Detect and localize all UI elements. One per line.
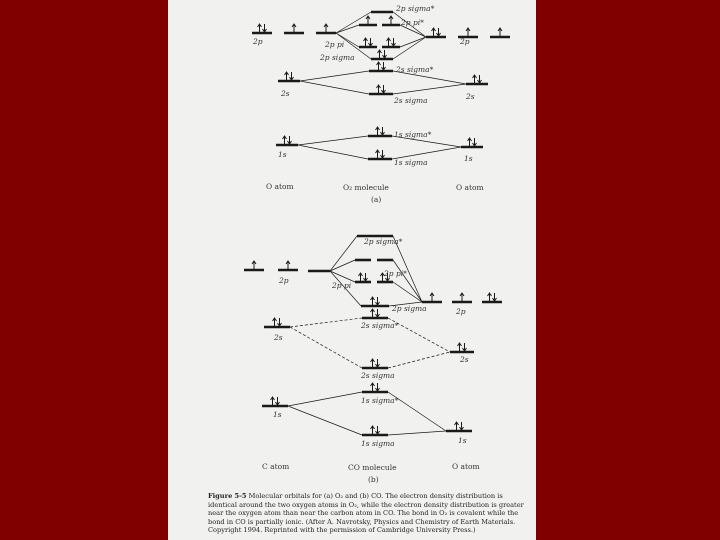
a-2p-pi-level-electron-up [364,38,368,46]
b-1s-sigma-level-electron-up [371,426,375,434]
b-left-2p-label: 2p [279,276,289,285]
a-1s-sigma-star-level-electron-down [381,127,385,135]
b-left-2s-orbital-electron-up [273,318,277,326]
a-right-2s-label: 2s [466,92,475,101]
b-2s-sigma-star-level-electron-up [371,309,375,317]
figure-number: Figure 5-5 [208,492,247,500]
b-right-2s-orbital-electron-up [458,343,462,351]
b-2p-pi-level-electron-down [364,273,368,281]
b-correlation-line [330,236,357,271]
a-correlation-line [393,84,466,94]
b-panel-label: (b) [368,475,379,484]
b-2s-sigma-star-level-electron-down [376,309,380,317]
a-left-2p-label: 2p [253,37,263,46]
a-correlation-line [300,71,369,81]
b-correlation-line [393,260,422,302]
caption-text: Molecular orbitals for (a) O₂ and (b) CO. The electron density distribution is identical around the two oxygen atoms in O₂, while the electron density distribution is greater near the oxygen atom than near the carbon atom in CO. The bond in O₂ is covalent while the bond in CO is partially ionic. (After A. Navrotsky, Physics and Chemistry of Earth Materials. Copyright 1994. Reprinted with the permission of Cambridge University Press.) [208,492,524,535]
a-right-1s-label: 1s [464,154,473,163]
b-right-1s-orbital-electron-down [460,422,464,430]
a-right-atom-label: O atom [456,183,484,192]
scanned-page [168,0,536,540]
b-right-2p-orbital-electron-down [493,293,497,301]
a-left-2p-orbital-electron-up [324,24,328,32]
b-right-2s-label: 2s [460,355,469,364]
a-2s-sigma-level-electron-down [382,85,386,93]
a-left-1s-orbital-electron-up [283,136,287,144]
b-2p-sigma-star-label: 2p sigma* [364,237,403,246]
a-right-2s-orbital-electron-up [473,75,477,83]
b-left-2p-orbital-electron-up [286,261,290,269]
a-left-atom-label: O atom [266,182,294,191]
b-2s-sigma-label: 2s sigma [361,371,395,380]
b-right-1s-orbital-electron-up [455,422,459,430]
a-correlation-line [300,81,369,94]
a-2s-sigma-star-level-electron-up [377,62,381,70]
a-molecule-label: O₂ molecule [343,183,389,192]
figure-caption [208,492,528,535]
a-correlation-line [336,12,371,33]
a-left-2s-label: 2s [281,89,290,98]
b-right-2p-orbital-electron-up [460,293,464,301]
b-correlation-line [388,431,446,435]
a-left-2p-orbital-electron-up [292,24,296,32]
a-right-2p-label: 2p [460,37,470,46]
b-right-2p-label: 2p [456,307,466,316]
b-left-2p-orbital-electron-up [252,261,256,269]
b-correlation-line [288,392,362,406]
a-2s-sigma-star-label: 2s sigma* [396,65,434,74]
b-2p-pi-level-electron-up [359,273,363,281]
b-correlation-line [388,352,450,368]
a-2p-pi-star-level-electron-up [389,16,393,24]
a-right-1s-orbital-electron-up [468,138,472,146]
b-right-atom-label: O atom [452,462,480,471]
b-2s-sigma-star-label: 2s sigma* [361,321,399,330]
a-left-1s-orbital-electron-down [288,136,292,144]
b-2s-sigma-level-electron-down [376,359,380,367]
a-2p-pi-star-level-electron-up [366,16,370,24]
a-right-2p-orbital-electron-down [437,28,441,36]
b-left-atom-label: C atom [262,462,290,471]
b-correlation-line [290,318,362,327]
b-2p-pi-label: 2p pi [332,281,352,290]
a-2p-sigma-level-electron-up [378,50,382,58]
b-2p-sigma-label: 2p sigma [392,304,427,313]
b-1s-sigma-star-label: 1s sigma* [361,396,399,405]
a-1s-sigma-star-label: 1s sigma* [394,130,432,139]
b-1s-sigma-star-level-electron-up [371,383,375,391]
a-2s-sigma-level-electron-up [377,85,381,93]
a-1s-sigma-level-electron-up [376,150,380,158]
a-right-2p-orbital-electron-up [498,28,502,36]
a-right-2p-orbital-electron-up [432,28,436,36]
a-left-2s-orbital-electron-down [290,72,294,80]
b-correlation-line [330,260,355,271]
mo-diagrams [168,0,536,540]
a-correlation-line [298,145,368,159]
a-2p-pi-label: 2p pi [325,40,345,49]
b-left-1s-orbital-electron-up [271,397,275,405]
a-2p-pi-level-electron-down [392,38,396,46]
b-right-2s-orbital-electron-down [463,343,467,351]
b-right-2p-orbital-electron-up [430,293,434,301]
b-2s-sigma-level-electron-up [371,359,375,367]
b-correlation-line [290,327,362,368]
a-2p-pi-star-label: 2p pi* [401,18,424,27]
b-left-1s-label: 1s [273,410,282,419]
a-2p-pi-level-electron-down [369,38,373,46]
a-left-2s-orbital-electron-up [285,72,289,80]
a-1s-sigma-star-level-electron-up [376,127,380,135]
a-2p-sigma-star-label: 2p sigma* [396,4,435,13]
a-2s-sigma-label: 2s sigma [394,96,428,105]
a-correlation-line [298,136,368,145]
a-2p-sigma-level-electron-down [383,50,387,58]
b-1s-sigma-level-electron-down [376,426,380,434]
b-molecule-label: CO molecule [348,463,397,472]
a-right-1s-orbital-electron-down [473,138,477,146]
a-panel-label: (a) [371,195,382,204]
a-left-1s-label: 1s [278,150,287,159]
b-left-2s-label: 2s [274,333,283,342]
a-2p-pi-level-electron-up [387,38,391,46]
b-1s-sigma-star-level-electron-down [376,383,380,391]
b-right-2p-orbital-electron-up [488,293,492,301]
b-correlation-line [288,406,362,435]
a-right-2p-orbital-electron-up [466,28,470,36]
a-right-2s-orbital-electron-down [478,75,482,83]
a-1s-sigma-level-electron-down [381,150,385,158]
b-1s-sigma-label: 1s sigma [361,439,395,448]
a-1s-sigma-label: 1s sigma [394,158,428,167]
a-2s-sigma-star-level-electron-down [382,62,386,70]
b-2p-pi-star-label: 2p pi* [384,269,407,278]
a-left-2p-orbital-electron-up [258,24,262,32]
b-left-1s-orbital-electron-down [276,397,280,405]
b-2p-sigma-level-electron-down [376,297,380,305]
b-right-1s-label: 1s [458,436,467,445]
b-left-2s-orbital-electron-down [278,318,282,326]
b-2p-sigma-level-electron-up [371,297,375,305]
a-2p-sigma-label: 2p sigma [320,53,355,62]
a-left-2p-orbital-electron-down [263,24,267,32]
